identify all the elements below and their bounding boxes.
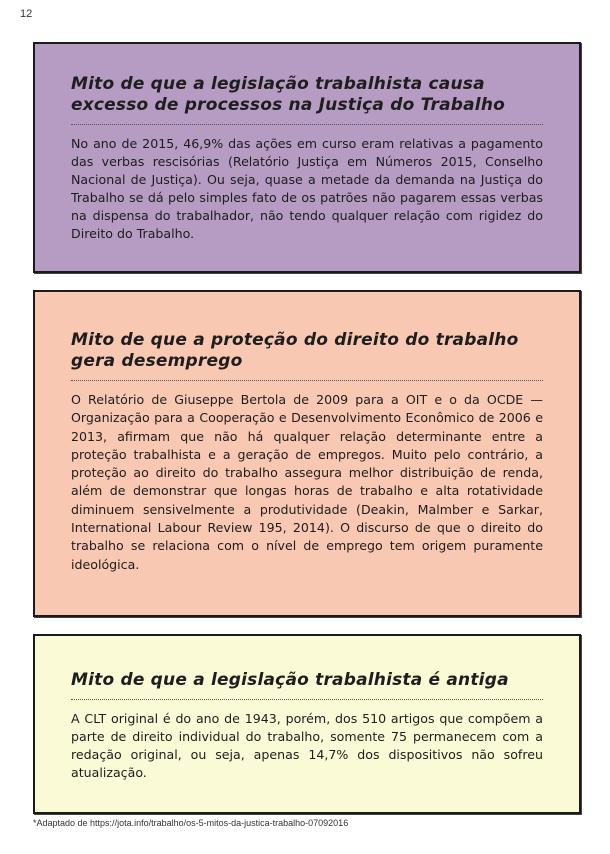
myth-title-old-legislation: Mito de que a legislação trabalhista é antiga — [71, 670, 543, 700]
myth-body-old-legislation: A CLT original é do ano de 1943, porém, dos 510 artigos que compõem a parte de direito individual do trabalho, somente 75 permanecem com a redação original, ou seja, apenas 14,7% dos dispositivos não sofreu atualização. — [71, 711, 543, 780]
myth-box-old-legislation — [33, 634, 581, 814]
myth-body-litigation: No ano de 2015, 46,9% das ações em curso eram relativas a pagamento das verbas rescisórias (Relatório Justiça em Números 2015, Conselho Nacional de Justiça). Ou seja, quase a metade da demanda na Justiça do Trabalho se dá pelo simples fato de os patrões não pagarem essas verbas na dispensa do trabalhador, não tendo qualquer relação com rigidez do Direito do Trabalho. — [71, 136, 543, 241]
myth-box-unemployment — [33, 290, 581, 617]
myth-title-unemployment: Mito de que a proteção do direito do trabalho gera desemprego — [71, 330, 543, 381]
source-footnote: *Adaptado de https://jota.info/trabalho/os-5-mitos-da-justica-trabalho-07092016 — [33, 818, 349, 828]
myth-title-litigation: Mito de que a legislação trabalhista causa excesso de processos na Justiça do Trabalho — [71, 74, 543, 125]
myth-box-litigation — [33, 42, 581, 273]
myth-body-unemployment: O Relatório de Giuseppe Bertola de 2009 para a OIT e o da OCDE — Organização para a Cooperação e Desenvolvimento Econômico de 2006 e 2013, afirmam que não há qualquer relação determinante entre a proteção trabalhista e a geração de empregos. Muito pelo contrário, a proteção ao direito do trabalho assegura melhor distribuição de renda, além de demonstrar que longas horas de trabalho e alta rotatividade diminuem sensivelmente a produtividade (Deakin, Malmber e Sarkar, International Labour Review 195, 2014). O discurso de que o direito do trabalho se relaciona com o nível de emprego tem origem puramente ideológica. — [71, 392, 543, 572]
page-number: 12 — [20, 8, 33, 20]
